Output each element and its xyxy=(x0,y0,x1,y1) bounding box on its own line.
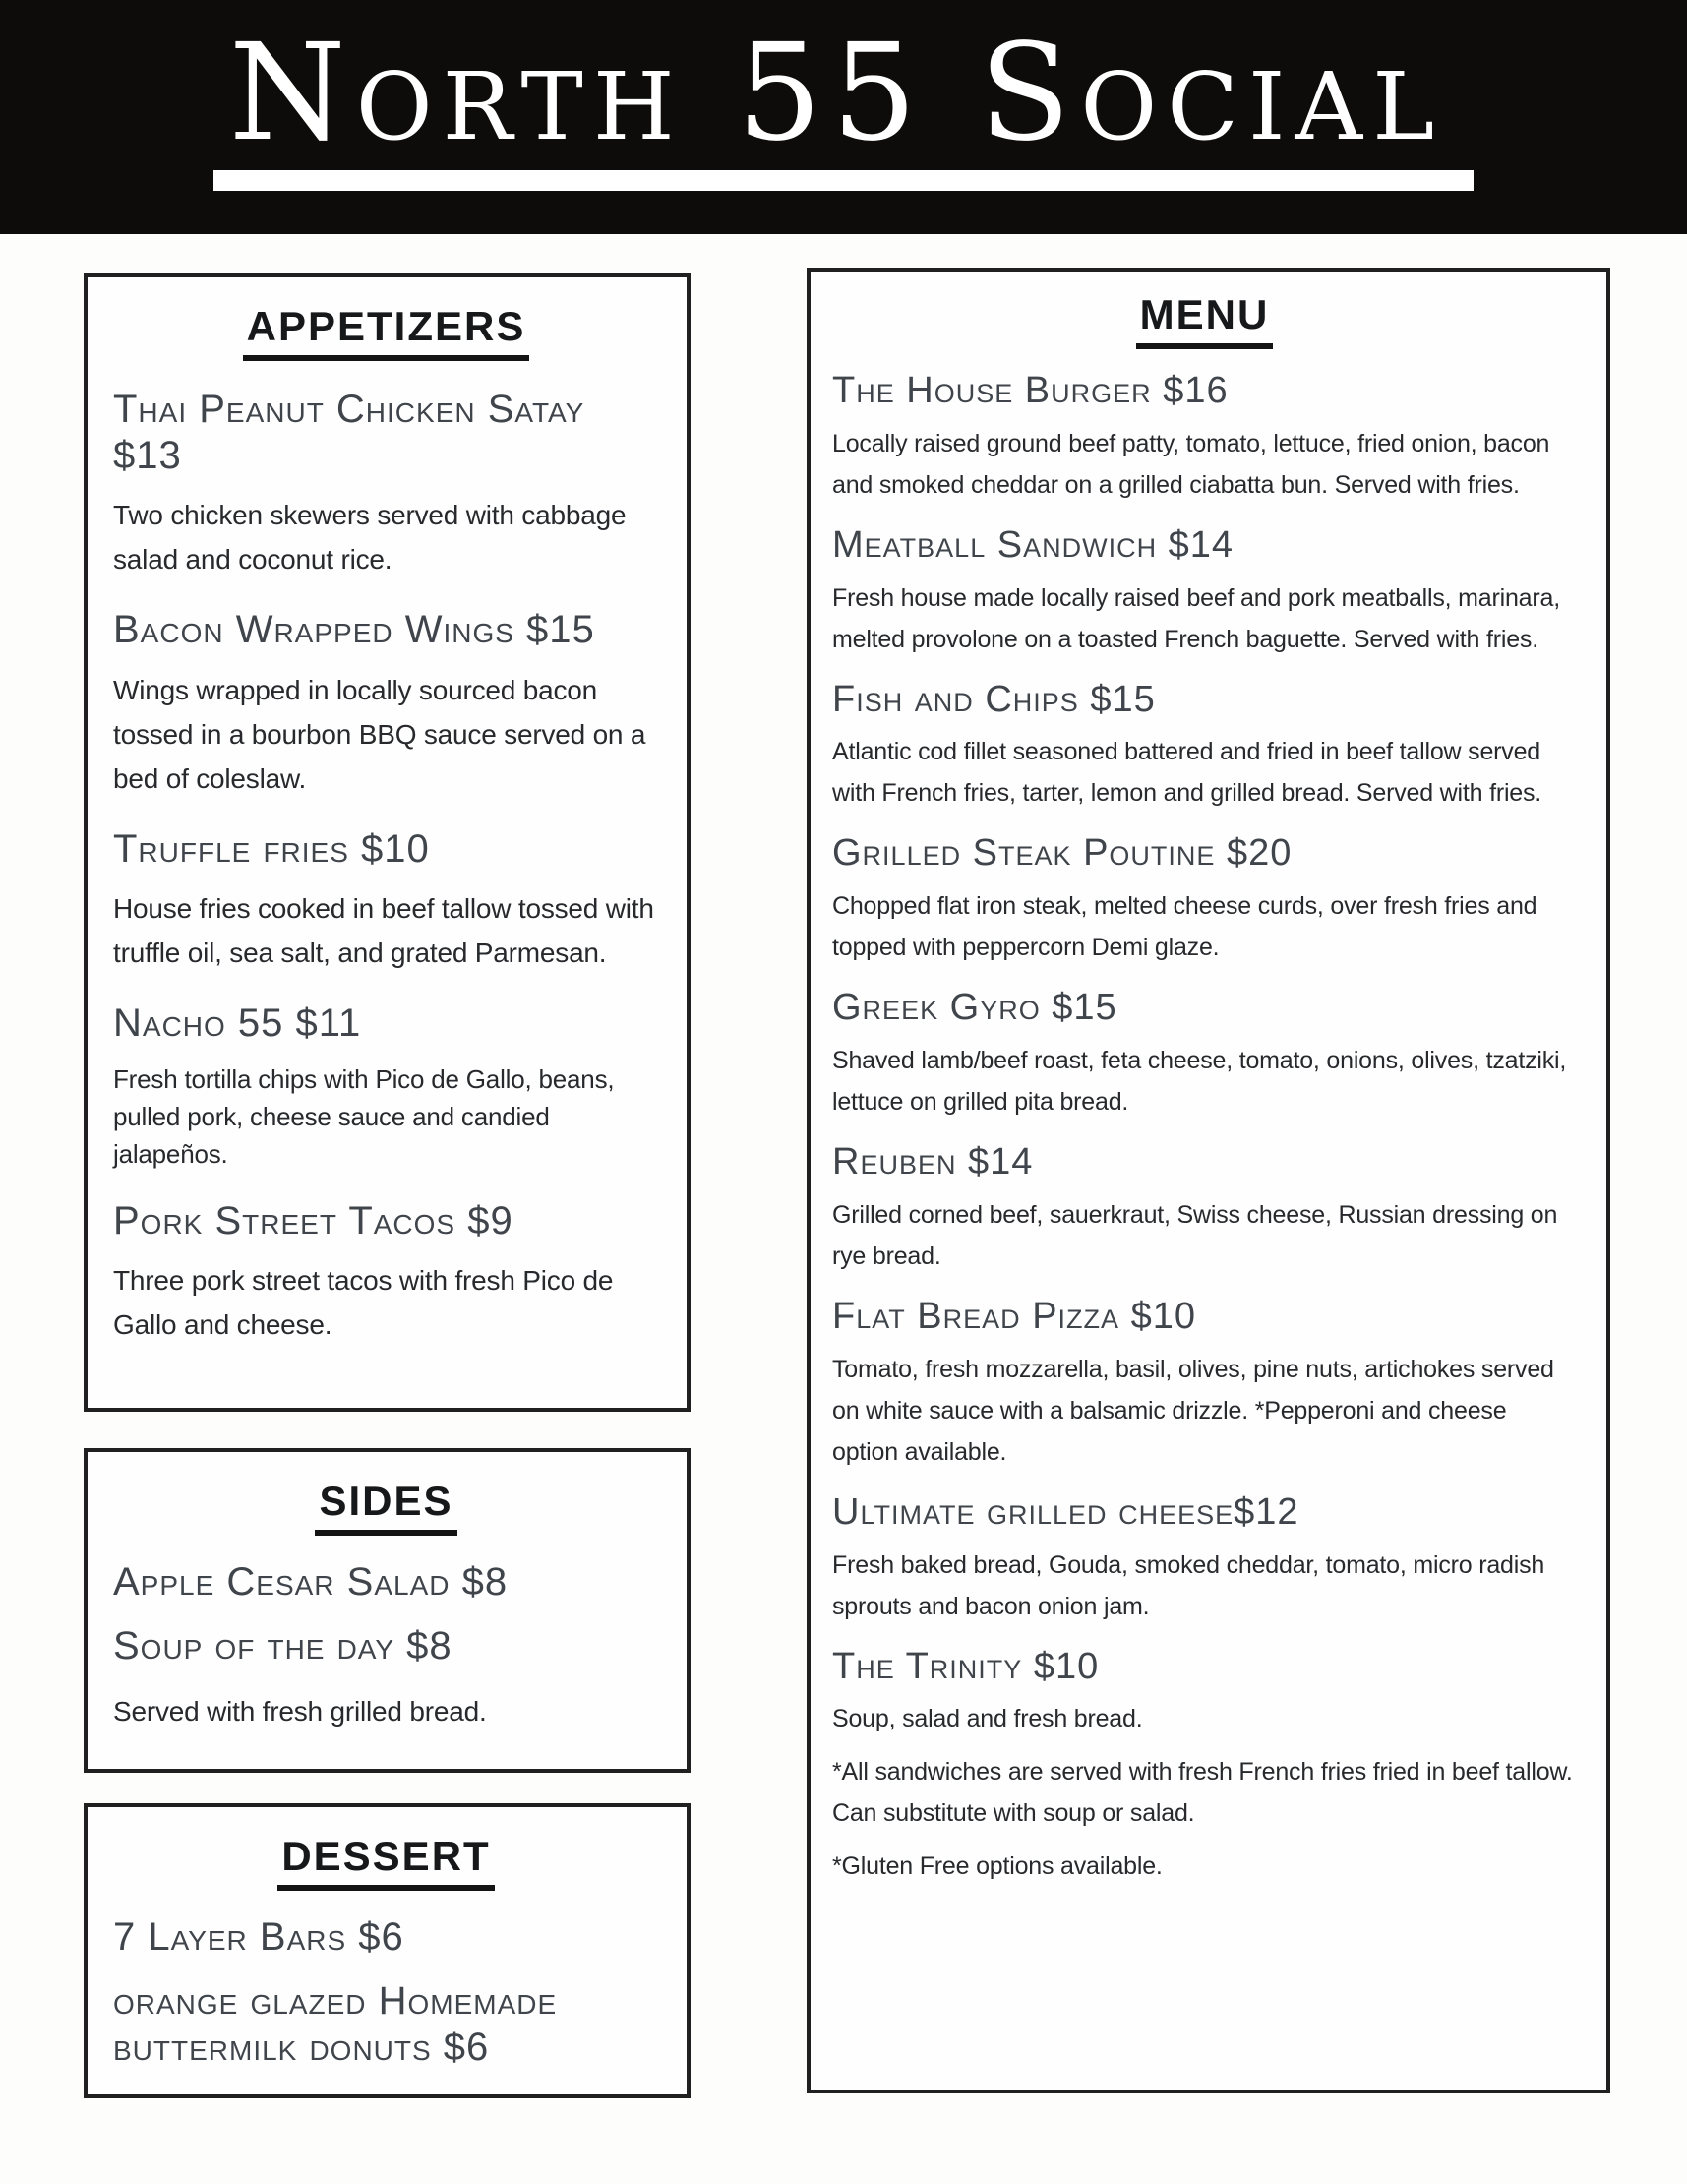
menu-title xyxy=(832,291,1577,349)
menu-item xyxy=(113,607,659,800)
menu-item xyxy=(113,1978,659,2071)
sides-title xyxy=(113,1478,659,1536)
item-description: Shaved lamb/beef roast, feta cheese, tomato, onions, olives, tzatziki, lettuce on grilled pita bread. xyxy=(832,1047,1567,1117)
item-name: Fish and Chips $15 xyxy=(832,678,1156,720)
item-name: Soup of the day $8 xyxy=(113,1624,452,1668)
sides-title-text: SIDES xyxy=(315,1478,456,1536)
item-description: Locally raised ground beef patty, tomato, lettuce, fried onion, bacon and smoked cheddar on a grilled ciabatta bun. Served with fries. xyxy=(832,429,1550,499)
item-name: Pork Street Tacos $9 xyxy=(113,1198,513,1243)
dessert-section xyxy=(84,1803,691,2098)
menu-item xyxy=(832,1645,1577,1740)
item-name: Ultimate grilled cheese$12 xyxy=(832,1490,1299,1533)
item-name: orange glazed Homemade buttermilk donuts $6 xyxy=(113,1979,558,2070)
item-name: Truffle fries $10 xyxy=(113,826,430,871)
menu-item xyxy=(113,1559,659,1606)
item-name: Reuben $14 xyxy=(832,1141,1034,1183)
menu-footnote: *All sandwiches are served with fresh French fries fried in beef tallow. Can substitute with soup or salad. xyxy=(832,1758,1573,1828)
item-description: Atlantic cod fillet seasoned battered and fried in beef tallow served with French fries, tarter, lemon and grilled bread. Served with fries. xyxy=(832,738,1542,808)
restaurant-name: North 55 Social xyxy=(213,24,1474,191)
item-description: Two chicken skewers served with cabbage salad and coconut rice. xyxy=(113,500,627,576)
appetizers-title xyxy=(113,303,659,361)
item-description: Tomato, fresh mozzarella, basil, olives, pine nuts, artichokes served on white sauce with a balsamic drizzle. *Pepperoni and cheese option available. xyxy=(832,1355,1554,1466)
dessert-items xyxy=(113,1914,659,2072)
item-name: Grilled Steak Poutine $20 xyxy=(832,832,1293,875)
menu-item xyxy=(832,1140,1577,1277)
item-name: The Trinity $10 xyxy=(832,1645,1100,1687)
header-banner xyxy=(0,0,1687,234)
item-name: Meatball Sandwich $14 xyxy=(832,523,1235,566)
menu-item xyxy=(113,1001,659,1173)
dessert-title-text: DESSERT xyxy=(277,1833,494,1891)
sides-section xyxy=(84,1448,691,1773)
item-name: 7 Layer Bars $6 xyxy=(113,1915,404,1959)
item-name: Nacho 55 $11 xyxy=(113,1001,362,1045)
item-description: Soup, salad and fresh bread. xyxy=(832,1705,1143,1733)
appetizers-items xyxy=(113,387,659,1347)
item-description: Fresh tortilla chips with Pico de Gallo, beans, pulled pork, cheese sauce and candied jalapeños. xyxy=(113,1063,615,1169)
item-name: Flat Bread Pizza $10 xyxy=(832,1295,1197,1337)
appetizers-title-text: APPETIZERS xyxy=(243,303,530,361)
item-description: Fresh house made locally raised beef and pork meatballs, marinara, melted provolone on a toasted French baguette. Served with fries. xyxy=(832,583,1560,653)
sides-items xyxy=(113,1559,659,1669)
menu-item xyxy=(113,1914,659,1961)
menu-item xyxy=(113,1198,659,1347)
item-name: Thai Peanut Chicken Satay $13 xyxy=(113,388,585,478)
menu-item xyxy=(832,986,1577,1122)
dessert-title xyxy=(113,1833,659,1891)
item-name: Apple Cesar Salad $8 xyxy=(113,1560,509,1604)
menu-item xyxy=(832,523,1577,660)
menu-title-text: MENU xyxy=(1136,291,1274,349)
menu-item xyxy=(113,387,659,581)
menu-item xyxy=(113,1623,659,1669)
menu-footnote: *Gluten Free options available. xyxy=(832,1852,1163,1881)
item-name: The House Burger $16 xyxy=(832,370,1229,411)
menu-item xyxy=(832,1490,1577,1627)
menu-item xyxy=(832,678,1577,815)
item-name: Greek Gyro $15 xyxy=(832,987,1117,1029)
item-description: House fries cooked in beef tallow tossed with truffle oil, sea salt, and grated Parmesan. xyxy=(113,892,654,968)
main-menu-section xyxy=(807,268,1610,2093)
item-description: Grilled corned beef, sauerkraut, Swiss cheese, Russian dressing on rye bread. xyxy=(832,1200,1558,1270)
item-description: Fresh baked bread, Gouda, smoked cheddar, tomato, micro radish sprouts and bacon onion jam. xyxy=(832,1550,1545,1620)
menu-item xyxy=(832,369,1577,506)
sides-note: Served with fresh grilled bread. xyxy=(113,1696,487,1728)
menu-items xyxy=(832,369,1577,1739)
item-description: Wings wrapped in locally sourced bacon tossed in a bourbon BBQ sauce served on a bed of coleslaw. xyxy=(113,674,646,794)
item-description: Chopped flat iron steak, melted cheese curds, over fresh fries and topped with peppercorn Demi glaze. xyxy=(832,892,1537,962)
menu-footnotes xyxy=(832,1751,1577,1887)
item-name: Bacon Wrapped Wings $15 xyxy=(113,608,595,652)
appetizers-section xyxy=(84,273,691,1412)
menu-item xyxy=(113,826,659,975)
menu-item xyxy=(832,1295,1577,1473)
item-description: Three pork street tacos with fresh Pico de Gallo and cheese. xyxy=(113,1265,614,1341)
menu-item xyxy=(832,831,1577,968)
